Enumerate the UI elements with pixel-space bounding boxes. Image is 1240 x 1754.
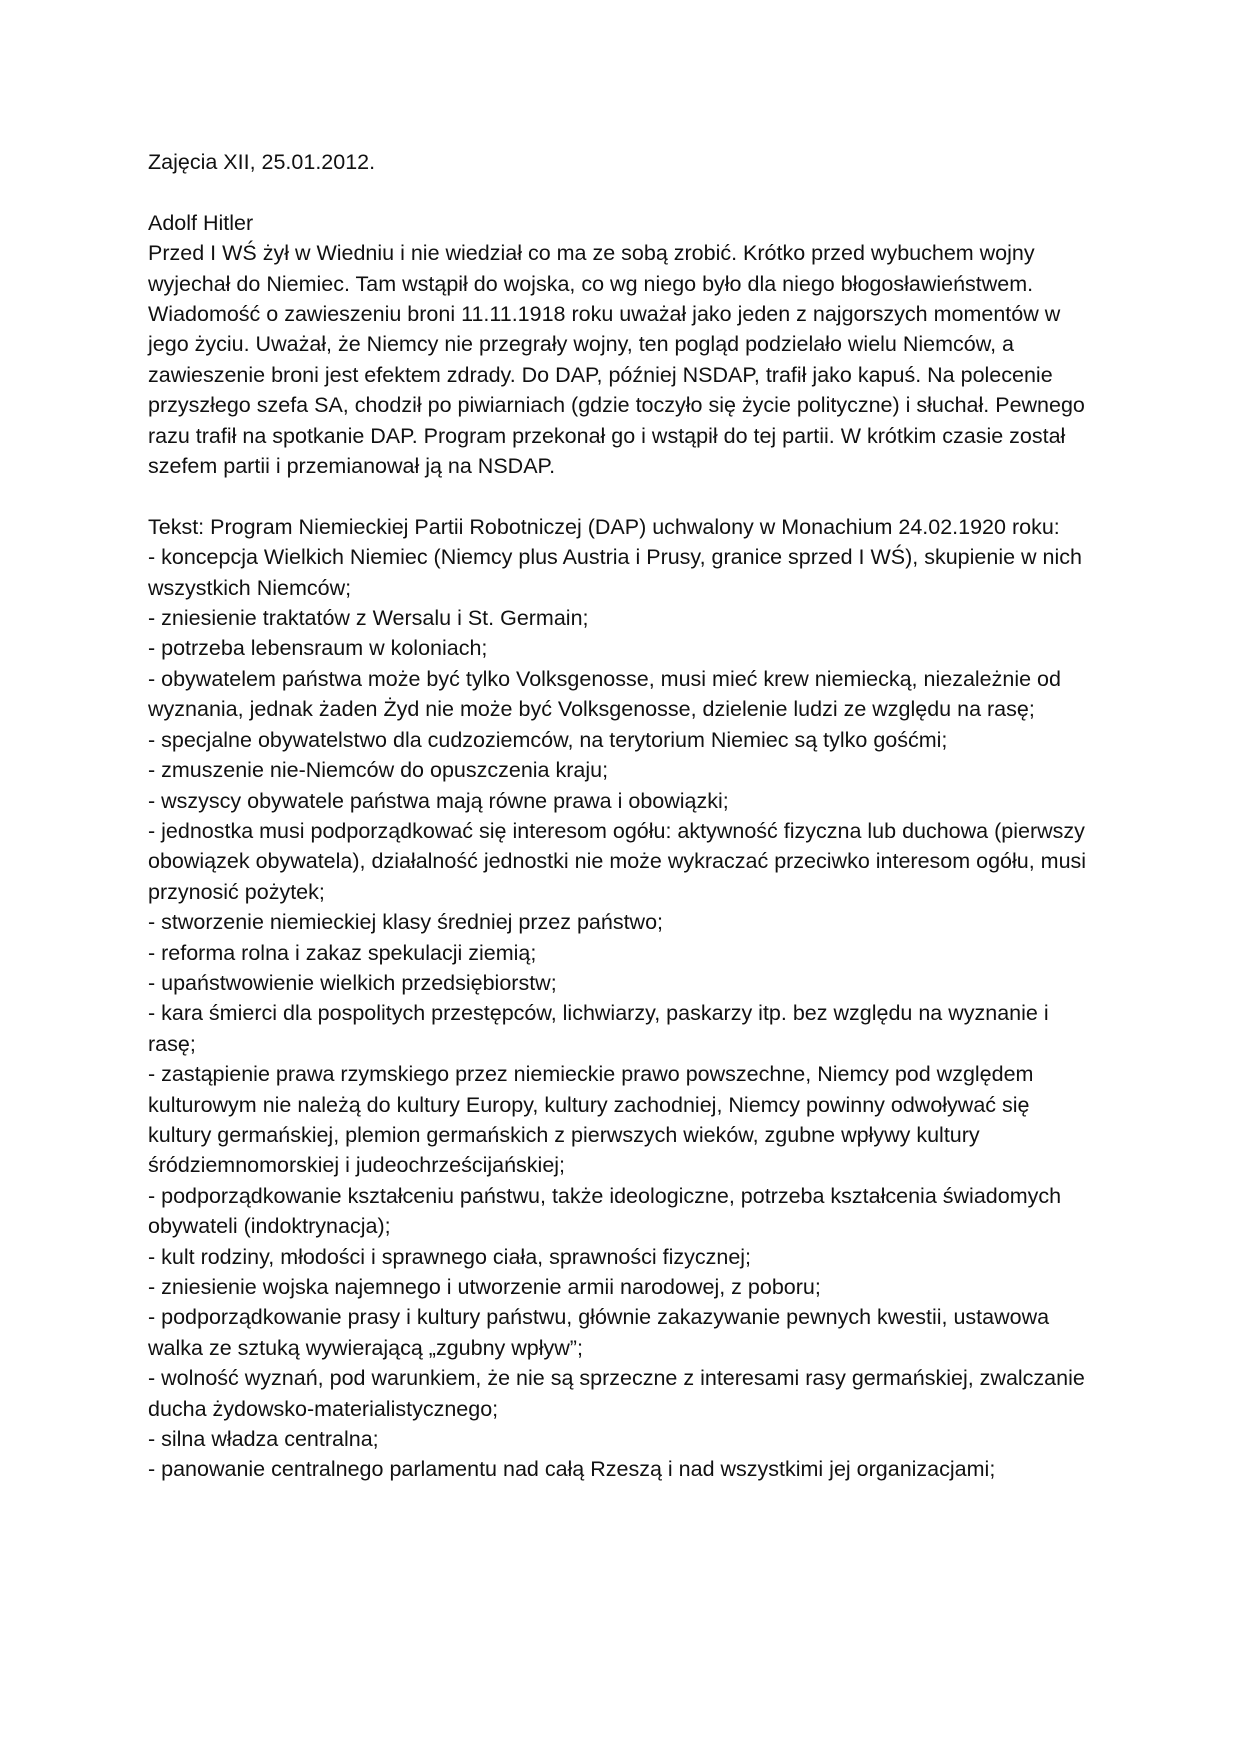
list-item: - stworzenie niemieckiej klasy średniej przez państwo;	[148, 910, 664, 935]
list-item: - zniesienie traktatów z Wersalu i St. Germain;	[148, 606, 589, 631]
list-item: - wszyscy obywatele państwa mają równe prawa i obowiązki;	[148, 788, 729, 813]
list-item: - jednostka musi podporządkować się interesom ogółu: aktywność fizyczna lub duchowa (pierwszy obowiązek obywatela), działalność jednostki nie może wykraczać przeciwko interesom ogółu, musi przynosić pożytek;	[148, 818, 1087, 904]
list-item: - zmuszenie nie-Niemców do opuszczenia kraju;	[148, 758, 609, 783]
list-item: - koncepcja Wielkich Niemiec (Niemcy plus Austria i Prusy, granice sprzed I WŚ), skupienie w nich wszystkich Niemców;	[148, 545, 1082, 600]
list-item: - reforma rolna i zakaz spekulacji ziemią;	[148, 940, 537, 965]
list-item: - obywatelem państwa może być tylko Volksgenosse, musi mieć krew niemiecką, niezależnie od wyznania, jednak żaden Żyd nie może być Volksgenosse, dzielenie ludzi ze względu na rasę;	[148, 666, 1061, 722]
list-item: - kult rodziny, młodości i sprawnego ciała, sprawności fizycznej;	[148, 1244, 752, 1269]
list-item: - podporządkowanie prasy i kultury państwu, głównie zakazywanie pewnych kwestii, ustawowa walka ze sztuką wywierającą „zgubny wpływ”;	[148, 1305, 1050, 1360]
list-item: - upaństwowienie wielkich przedsiębiorstw;	[148, 970, 557, 995]
list-item: - kara śmierci dla pospolitych przestępców, lichwiarzy, paskarzy itp. bez względu na wyznanie i rasę;	[148, 1001, 1049, 1056]
program-points-list	[148, 542, 1096, 1485]
list-item: - zastąpienie prawa rzymskiego przez niemieckie prawo powszechne, Niemcy pod względem kulturowym nie należą do kultury Europy, kultury zachodniej, Niemcy powinny odwoływać się kultury germańskiej, plemion germańskich z pierwszych wieków, zgubne wpływy kultury śródziemnomorskiej i judeochrześcijańskiej;	[148, 1062, 1034, 1178]
date-line: Zajęcia XII, 25.01.2012.	[148, 150, 376, 174]
biography-paragraph: Przed I WŚ żył w Wiedniu i nie wiedział co ma ze sobą zrobić. Krótko przed wybuchem wojny wyjechał do Niemiec. Tam wstąpił do wojska, co wg niego było dla niego błogosławieństwem. Wiadomość o zawieszeniu broni 11.11.1918 roku uważał jako jeden z najgorszych momentów w jego życiu. Uważał, że Niemcy nie przegrały wojny, ten pogląd podzielało wielu Niemców, a zawieszenie broni jest efektem zdrady. Do DAP, później NSDAP, trafił jako kapuś. Na polecenie przyszłego szefa SA, chodził po piwiarniach (gdzie toczyło się życie polityczne) i słuchał. Pewnego razu trafił na spotkanie DAP. Program przekonał go i wstąpił do tej partii. W krótkim czasie został szefem partii i przemianował ją na NSDAP.	[148, 241, 1085, 479]
text-heading: Tekst: Program Niemieckiej Partii Robotniczej (DAP) uchwalony w Monachium 24.02.1920 roku:	[148, 514, 1060, 539]
list-item: - potrzeba lebensraum w koloniach;	[148, 636, 488, 661]
document-body	[148, 147, 1096, 1485]
list-item: - wolność wyznań, pod warunkiem, że nie są sprzeczne z interesami rasy germańskiej, zwalczanie ducha żydowsko-materialistycznego;	[148, 1366, 1085, 1421]
list-item: - podporządkowanie kształceniu państwu, także ideologiczne, potrzeba kształcenia świadomych obywateli (indoktrynacja);	[148, 1183, 1062, 1239]
list-item: - panowanie centralnego parlamentu nad całą Rzeszą i nad wszystkimi jej organizacjami;	[148, 1457, 996, 1482]
list-item: - silna władza centralna;	[148, 1427, 379, 1452]
list-item: - specjalne obywatelstwo dla cudzoziemców, na terytorium Niemiec są tylko gośćmi;	[148, 727, 948, 752]
list-item: - zniesienie wojska najemnego i utworzenie armii narodowej, z poboru;	[148, 1275, 821, 1299]
section-title: Adolf Hitler	[148, 210, 254, 235]
